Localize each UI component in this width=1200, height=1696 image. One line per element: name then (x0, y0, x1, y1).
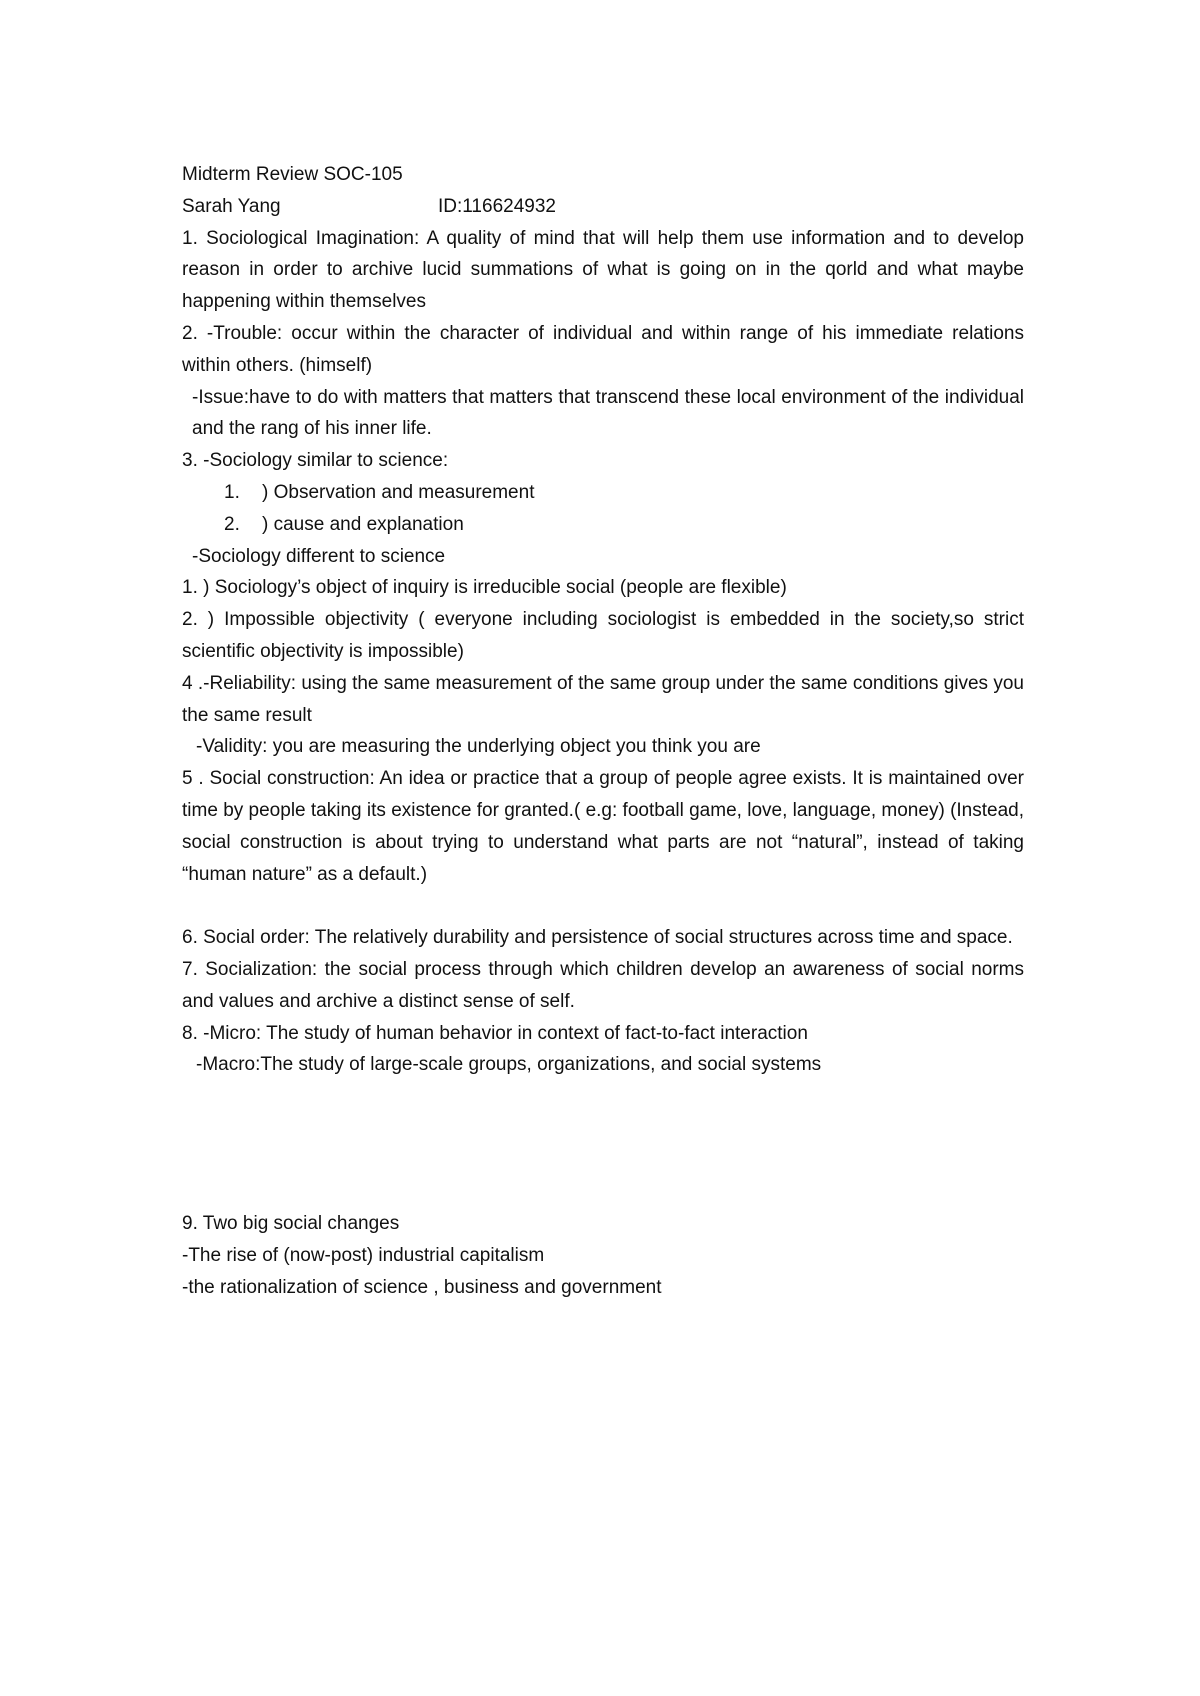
item-sociological-imagination: 1. Sociological Imagination: A quality of mind that will help them use information and to develop reason in order to archive lucid summations of what is going on in the qorld and what maybe happening within themselves (182, 227, 1024, 313)
item-macro: -Macro:The study of large-scale groups, organizations, and social systems (196, 1054, 822, 1076)
author-name: Sarah Yang (182, 195, 281, 217)
list-number: 2. (224, 513, 240, 535)
item-sociology-similar-heading: 3. -Sociology similar to science: (182, 450, 449, 472)
item-issue: -Issue:have to do with matters that matters that transcend these local environment of the individual and the rang of his inner life. (192, 386, 1024, 440)
item-micro: 8. -Micro: The study of human behavior in context of fact-to-fact interaction (182, 1022, 808, 1044)
item-trouble: 2. -Trouble: occur within the character of individual and within range of his immediate relations within others. (himself) (182, 322, 1024, 376)
item-social-order: 6. Social order: The relatively durability and persistence of social structures across time and space. (182, 927, 1013, 949)
list-number: 1. (224, 481, 240, 503)
document-body (182, 159, 1024, 1304)
item-different-1: 1. ) Sociology’s object of inquiry is irreducible social (people are flexible) (182, 577, 787, 599)
item-social-construction: 5 . Social construction: An idea or practice that a group of people agree exists. It is maintained over time by people taking its existence for granted.( e.g: football game, love, language, money) (Instead, social construction is about trying to understand what parts are not “natural”, instead of taking “human nature” as a default.) (182, 768, 1024, 885)
list-text: ) Observation and measurement (262, 481, 535, 503)
student-id: ID:116624932 (438, 195, 556, 217)
list-item (182, 477, 1024, 509)
item-sociology-different-heading: -Sociology different to science (192, 545, 446, 567)
document-title: Midterm Review SOC-105 (182, 164, 403, 185)
item-social-change-1: -The rise of (now-post) industrial capitalism (182, 1244, 545, 1266)
item-different-2: 2. ) Impossible objectivity ( everyone including sociologist is embedded in the society,so strict scientific objectivity is impossible) (182, 609, 1024, 662)
item-validity: -Validity: you are measuring the underlying object you think you are (196, 736, 761, 758)
blank-line (182, 890, 1024, 922)
author-line (182, 191, 1024, 223)
item-socialization: 7. Socialization: the social process through which children develop an awareness of social norms and values and archive a distinct sense of self. (182, 958, 1024, 1012)
item-social-changes-heading: 9. Two big social changes (182, 1213, 400, 1235)
item-reliability: 4 .-Reliability: using the same measurement of the same group under the same conditions gives you the same result (182, 672, 1024, 726)
list-item (182, 509, 1024, 541)
item-social-change-2: -the rationalization of science , business and government (182, 1276, 662, 1298)
blank-space (182, 1081, 1024, 1208)
list-text: ) cause and explanation (262, 513, 464, 535)
